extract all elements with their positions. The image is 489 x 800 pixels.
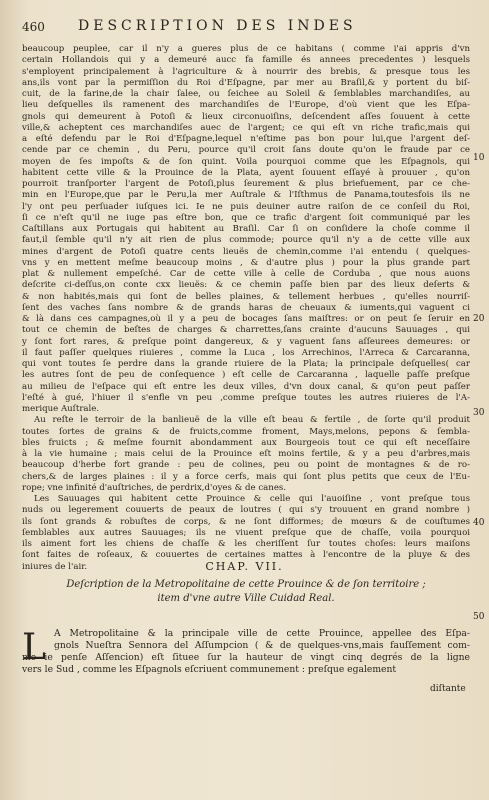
text-line: faut,il ſemble qu'il n'y ait rien de plus commode; pource qu'il n'y a de cette ville aux [22, 235, 470, 246]
text-line: mines d'argent de Potoſi quatre cents lieuës de chemin,comme i'ai entendu ( quelques- [22, 246, 470, 257]
text-line: gnols Nueſtra Sennora del Aſſumpcion ( & de quelques-vns,mais fauſſement com- [54, 640, 470, 651]
text-line: me ie penſe Aſſencion) eſt ſituee ſur la hauteur de vingt cinq degrés de la ligne [22, 652, 470, 663]
text-line: pourroit tranſporter l'argent de Potoſi,plus ſeurement & plus briefuement, par ce che- [22, 179, 470, 189]
text-line: habitent cette ville & la Prouince de la Plata, ayent ſouuent eſſayé à prouuer , qu'on [22, 167, 470, 178]
text-line: gnols qui demeurent à Potoſi & lieux circonuoiſins, deſcendent aſſes ſouuent à cette [22, 111, 470, 122]
margin-number: 10 [473, 153, 485, 163]
text-line: l'eſté à gué, l'hiuer il s'enfle vn peu ,comme preſque toutes les autres riuieres de l'A- [22, 392, 470, 403]
text-line: ans,ils vont par la permiſſion du Roi d'Eſpagne, par mer au Braſil,& y portent du biſ- [22, 77, 470, 88]
margin-number: 30 [473, 408, 485, 418]
final-paragraph-lines [22, 628, 470, 676]
chapter-heading: CHAP. VII. [205, 560, 284, 573]
final-paragraph [22, 628, 470, 676]
text-line: plat & nullement empeſché. Car de cette ville à celle de Corduba , que nous auons [22, 269, 470, 279]
text-line: & non habités,mais qui ſont de belles plaines, & tellement herbues , qu'elles nourriſ- [22, 291, 470, 302]
text-line: ils aiment fort les chiens de chaſſe & les cheriſſent ſur toutes choſes: leurs maiſons [22, 539, 470, 549]
text-line: nuds ou legerement couuerts de peaux de loutres ( qui s'y trouuent en grand nombre ) [22, 505, 470, 516]
text-line: il faut paſſer quelques riuieres , comme la Luca , los Arrechinos, l'Arreca & Carcaranna, [22, 347, 470, 358]
text-line: Les Sauuages qui habitent cette Prouince & celle qui l'auoiſine , vont preſque tous [34, 494, 470, 504]
running-title: DESCRIPTION DES INDES [78, 18, 357, 34]
text-line: rope; vne infinité d'auſtriches, de perdrix,d'oyes & de canes. [22, 482, 287, 493]
text-line: ville,& acheptent ces marchandiſes auec de l'argent; ce qui eſt vn riche trafic,mais qui [22, 122, 470, 133]
catchword: diſtante [430, 684, 466, 694]
page-header [22, 18, 472, 38]
text-line: bles fruicts ; & meſme fournit abondamment aux Bourgeois tout ce qui eſt neceſſaire [22, 437, 470, 448]
main-text [22, 44, 470, 573]
text-line: merique Auſtrale. [22, 404, 100, 414]
text-line: y ſont fort rares, & preſque point dangereux, & y vaguent ſans aſſeurees demeures: or [22, 336, 470, 347]
text-line: min en l'Europe,que par le Peru,la mer Auſtrale & l'Iſthmus de Panama,toutesfois ils ne [22, 190, 470, 201]
text-line: a eſté defendu par le Roi d'Eſpagne,lequel n'eſtime pas bon pour lui,que l'argent deſ- [22, 134, 470, 144]
text-line: Caſtillans aux Portugais qui habitent au Braſil. Car ſi on conſidere la choſe comme il [22, 224, 470, 234]
text-line: deſcrite ci-deſſus,on conte cxx lieuës: & ce chemin paſſe bien par des lieux deſerts & [22, 280, 470, 291]
margin-number: 40 [473, 518, 485, 528]
text-line: au milieu de l'eſpace qui eſt entre les deux villes, d'vn doux canal, & qu'on peut paſſer [22, 381, 470, 392]
text-line: qui vont toutes ſe perdre dans la grande riuiere de la Plata; la principale deſquelles( car [22, 359, 470, 369]
chapter-description [22, 578, 470, 606]
text-line: A Metropolitaine & la principale ville de cette Prouince, appellee des Eſpa- [54, 628, 470, 639]
text-line: tout ce chemin de beſtes de charges & charrettes,ſans crainte d'aucuns Sauuages , qui [22, 325, 470, 336]
margin-number: 20 [473, 314, 485, 324]
text-line: à la vie humaine ; mais celui de la Prouince eſt moins fertile, & y a peu d'arbres,mais [22, 449, 470, 459]
paragraph-1 [22, 44, 470, 415]
text-line: lieu deſquelles ils ramenent des marchandiſes de l'Europe, d'où vient que les Eſpa- [22, 100, 470, 111]
text-line: chers,& de larges plaines : il y a force cerfs, mais qui ſont plus petits que ceux de l'Eu- [22, 471, 470, 482]
margin-number: 50 [473, 612, 485, 622]
text-line: ſont faites de roſeaux, & couuertes de certaines mattes à l'encontre de la pluye & des [22, 550, 470, 561]
text-line: cuit, de la farine,de la chair ſalee, ou ſeichee au Soleil & ſemblables marchandiſes, au [22, 89, 470, 99]
paragraph-2 [22, 415, 470, 494]
text-line: vns y en mettent meſme beaucoup moins , & d'autre plus ) pour la plus grande part [22, 257, 470, 268]
text-line: toutes ſortes de grains & de fruicts,comme froment, Mays,melons, pepons & ſembla- [22, 426, 470, 437]
text-line: ils ſont grands & robuſtes de corps, & ne ſont difformes; de mœurs & de couſtumes [22, 516, 470, 527]
text-line: beaucoup d'herbe fort grande : peu de colines, peu ou point de montagnes & de ro- [22, 460, 470, 471]
text-line: ſent des vaches ſans nombre & de grands haras de cheuaux & iuments,qui vaguent ci [22, 302, 470, 313]
chapter-description-line: item d'vne autre Ville Cuidad Real. [157, 593, 335, 604]
text-line: s'employent principalement à l'agriculture & à nourrir des brebis, & presque tous les [22, 66, 470, 77]
drop-cap: L [22, 627, 46, 668]
text-line: iniures de l'air. [22, 561, 88, 572]
text-line: ſi ce n'eſt qu'il ne iuge pas eſtre bon, que ce trafic d'argent ſoit communiqué par les [22, 212, 470, 223]
text-line: beaucoup peuplee, car il n'y a gueres plus de ce habitans ( comme i'ai appris d'vn [22, 44, 470, 54]
chapter-description-line: Deſcription de la Metropolitaine de cette Prouince & de ſon territoire ; [66, 579, 426, 590]
page-number: 460 [22, 20, 45, 34]
text-line: & là dans ces campagnes,où il y a peu de bocages ſans maiſtres: or on peut ſe ſeruir en [22, 314, 470, 324]
text-line: l'y ont peu perſuader iuſques ici. Ie ne puis deuiner autre raiſon de ce conſeil du Roi, [22, 201, 470, 212]
text-line: cende par ce chemin , du Peru, pource qu'il croit ſans doute qu'on le fraude par ce [22, 145, 470, 156]
text-line: Au reſte le terroir de la banlieuë de la ville eſt beau & fertile , de ſorte qu'il produit [34, 415, 470, 426]
text-line: ſemblables aux autres Sauuages; ils ne viuent preſque que de chaſſe, voila pourquoi [22, 527, 470, 538]
text-line: moyen de ſes impoſts & de ſon quint. Voila pourquoi comme que les Eſpagnols, qui [22, 156, 470, 167]
text-line: les autres ſont de peu de conſequence ) eſt celle de Carcaranna , laquelle paſſe preſque [22, 370, 470, 381]
text-line: vers le Sud , comme les Eſpagnols eſcriuent communement : preſque egalement [22, 664, 397, 675]
text-line: certain Hollandois qui y a demeuré aucc fa famille és annees precedentes ) lesquels [22, 55, 470, 66]
